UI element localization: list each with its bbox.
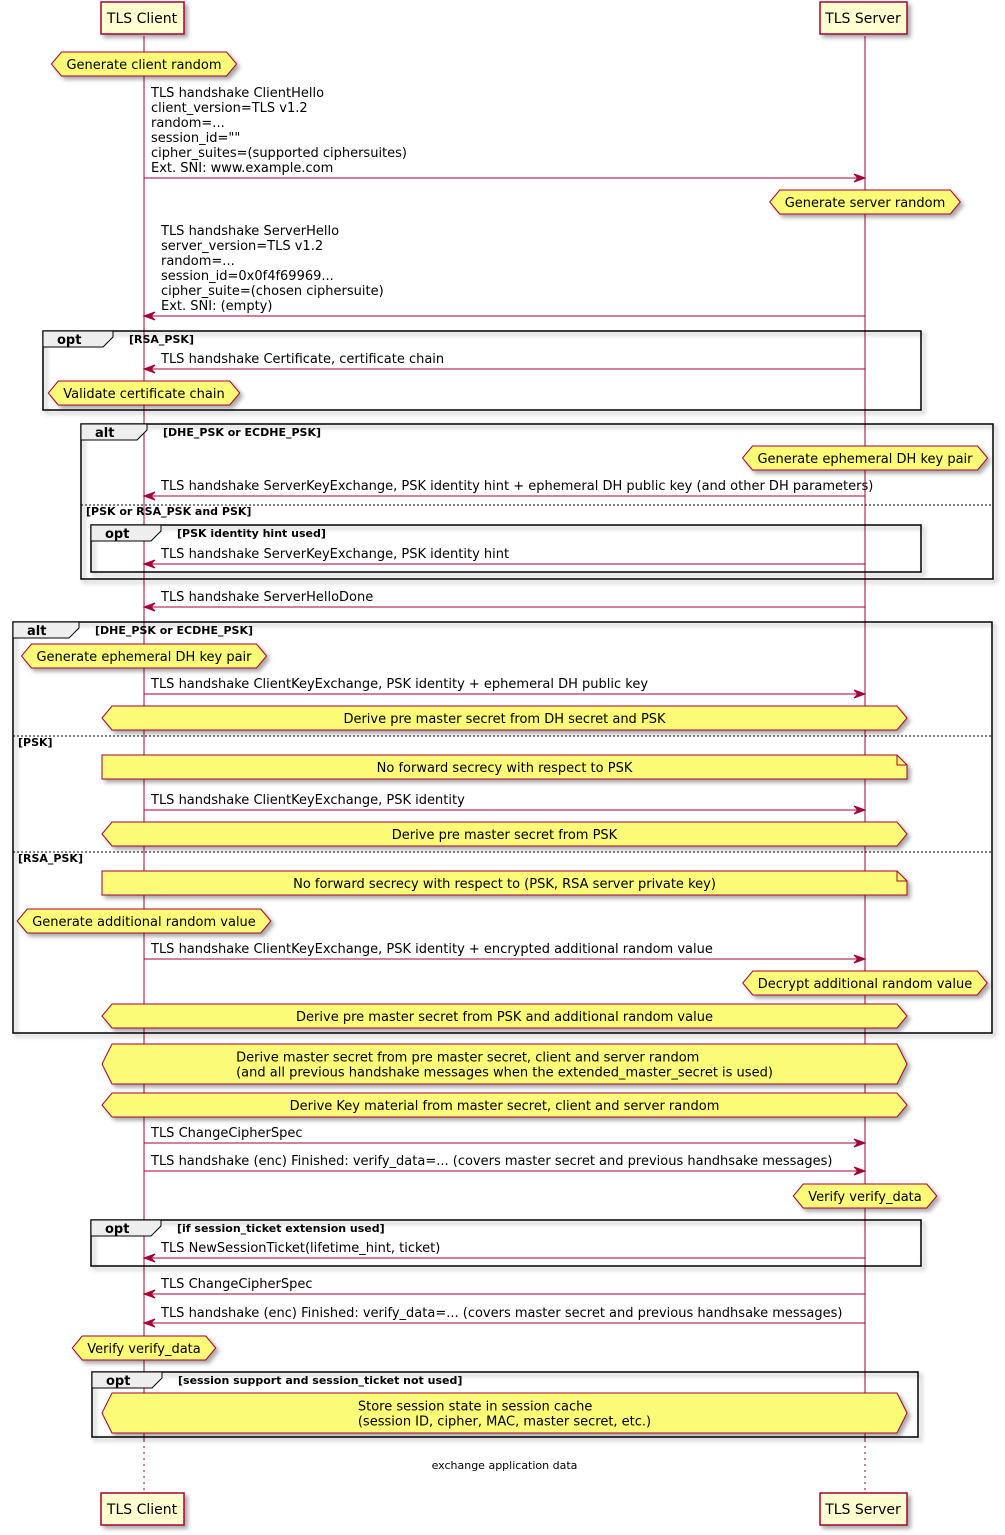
action-hexagon [102, 706, 907, 730]
participant-server-bottom [820, 1493, 907, 1525]
delay-label: exchange application data [431, 1459, 578, 1472]
message-label: TLS handshake (enc) Finished: verify_data=... (covers master secret and previous handhsake messages) [161, 1306, 843, 1321]
action-hexagon [742, 446, 987, 470]
message-server-to-client [144, 547, 865, 568]
action-hexagon [743, 971, 987, 995]
message-server-to-client [144, 1241, 865, 1262]
message-client-to-server [144, 1126, 865, 1147]
hexagon-label: Verify verify_data [808, 1190, 922, 1205]
fragment-keyword: opt [105, 1222, 130, 1237]
message-label: TLS handshake (enc) Finished: verify_data=... (covers master secret and previous handhsake messages) [151, 1154, 833, 1169]
hexagon-label: Generate client random [66, 58, 222, 73]
message-client-to-server [144, 793, 865, 814]
fragment-keyword: alt [27, 624, 47, 639]
message-label: random=... [161, 254, 235, 269]
message-server-to-client [144, 352, 865, 373]
message-label: TLS handshake ClientKeyExchange, PSK identity + ephemeral DH public key [151, 677, 649, 692]
message-label: TLS handshake ClientHello [151, 86, 325, 101]
fragment-guard: [DHE_PSK or ECDHE_PSK] [95, 624, 254, 637]
message-label: TLS handshake ServerKeyExchange, PSK identity hint [161, 547, 510, 562]
else-guard: [PSK] [18, 736, 53, 749]
participant-client-top-label: TLS Client [106, 11, 178, 27]
hexagon-label: Derive pre master secret from PSK [391, 828, 618, 843]
participant-client-bottom [101, 1493, 184, 1525]
note [102, 755, 907, 779]
hexagon-label: Validate certificate chain [63, 387, 225, 402]
diagram-items [17, 52, 987, 1472]
message-client-to-server [144, 677, 865, 698]
participant-client-bottom-label: TLS Client [106, 1502, 178, 1518]
message-label: cipher_suite=(chosen ciphersuite) [161, 284, 384, 299]
message-label: client_version=TLS v1.2 [151, 101, 308, 116]
action-hexagon [102, 1393, 907, 1433]
fragment-keyword: opt [57, 333, 82, 348]
message-server-to-client [144, 1277, 865, 1298]
hexagon-label: (and all previous handshake messages when the extended_master_secret is used) [236, 1065, 773, 1081]
hexagon-label: Derive pre master secret from DH secret and PSK [343, 712, 666, 727]
fragment-guard: [RSA_PSK] [129, 333, 194, 346]
action-hexagon [48, 381, 239, 405]
hexagon-label: Derive master secret from pre master secret, client and server random [236, 1050, 700, 1066]
message-label: TLS ChangeCipherSpec [161, 1277, 313, 1292]
message-client-to-server [144, 942, 865, 963]
else-guard: [PSK or RSA_PSK and PSK] [86, 505, 252, 518]
participant-client-top [101, 2, 184, 34]
message-label: session_id=0x0f4f69969... [161, 269, 334, 284]
participant-server-top-label: TLS Server [825, 11, 901, 27]
action-hexagon [51, 52, 236, 76]
action-hexagon [102, 1093, 907, 1117]
hexagon-label: Generate server random [784, 196, 946, 211]
hexagon-label: Decrypt additional random value [757, 977, 973, 992]
message-label: random=... [151, 116, 225, 131]
fragment-else [81, 505, 993, 518]
hexagon-label: Generate ephemeral DH key pair [36, 650, 252, 665]
message-label: server_version=TLS v1.2 [161, 239, 324, 254]
action-hexagon [17, 909, 271, 933]
message-server-to-client [144, 590, 865, 611]
message-label: session_id="" [151, 131, 241, 146]
hexagon-label: Generate ephemeral DH key pair [757, 452, 973, 467]
message-server-to-client [144, 479, 873, 500]
fragment-guard: [PSK identity hint used] [177, 527, 326, 540]
message-label: TLS handshake ClientKeyExchange, PSK identity [151, 793, 465, 808]
else-guard: [RSA_PSK] [18, 852, 83, 865]
action-hexagon [770, 190, 961, 214]
message-label: Ext. SNI: (empty) [161, 299, 273, 314]
message-server-to-client [144, 1306, 865, 1327]
fragment-else [13, 736, 992, 749]
action-hexagon [72, 1336, 215, 1360]
fragment-keyword: opt [106, 1374, 131, 1389]
action-hexagon [793, 1184, 936, 1208]
message-label: TLS handshake Certificate, certificate chain [161, 352, 445, 367]
message-label: TLS handshake ServerKeyExchange, PSK identity hint + ephemeral DH public key (and other DH parameters) [161, 479, 874, 494]
message-label: TLS handshake ServerHello [161, 224, 340, 239]
fragment-keyword: opt [105, 527, 130, 542]
message-client-to-server [144, 1154, 865, 1175]
action-hexagon [102, 1004, 907, 1028]
fragment-guard: [DHE_PSK or ECDHE_PSK] [163, 426, 322, 439]
participant-server-top [820, 2, 907, 34]
hexagon-label: Derive Key material from master secret, client and server random [289, 1099, 720, 1114]
fragment-keyword: alt [95, 426, 115, 441]
message-label: TLS NewSessionTicket(lifetime_hint, ticket) [161, 1241, 441, 1256]
note-label: No forward secrecy with respect to PSK [376, 761, 633, 776]
hexagon-label: Derive pre master secret from PSK and additional random value [296, 1010, 713, 1025]
note-label: No forward secrecy with respect to (PSK, RSA server private key) [293, 877, 716, 892]
hexagon-label: Verify verify_data [87, 1342, 201, 1357]
hexagon-label: (session ID, cipher, MAC, master secret, etc.) [357, 1414, 652, 1430]
note [102, 871, 907, 895]
message-label: TLS handshake ClientKeyExchange, PSK identity + encrypted additional random value [151, 942, 713, 957]
fragment-guard: [if session_ticket extension used] [177, 1222, 385, 1235]
participant-server-bottom-label: TLS Server [825, 1502, 901, 1518]
fragment-else [13, 852, 992, 865]
message-label: TLS handshake ServerHelloDone [161, 590, 374, 605]
action-hexagon [102, 822, 907, 846]
fragment-guard: [session support and session_ticket not used] [178, 1374, 463, 1387]
action-hexagon [102, 1044, 907, 1084]
message-client-to-server [144, 86, 865, 182]
hexagon-label: Store session state in session cache [357, 1399, 593, 1415]
action-hexagon [21, 644, 266, 668]
message-label: cipher_suites=(supported ciphersuites) [151, 146, 408, 161]
message-server-to-client [144, 224, 865, 320]
message-label: TLS ChangeCipherSpec [151, 1126, 303, 1141]
hexagon-label: Generate additional random value [32, 915, 256, 930]
message-label: Ext. SNI: www.example.com [151, 161, 334, 176]
